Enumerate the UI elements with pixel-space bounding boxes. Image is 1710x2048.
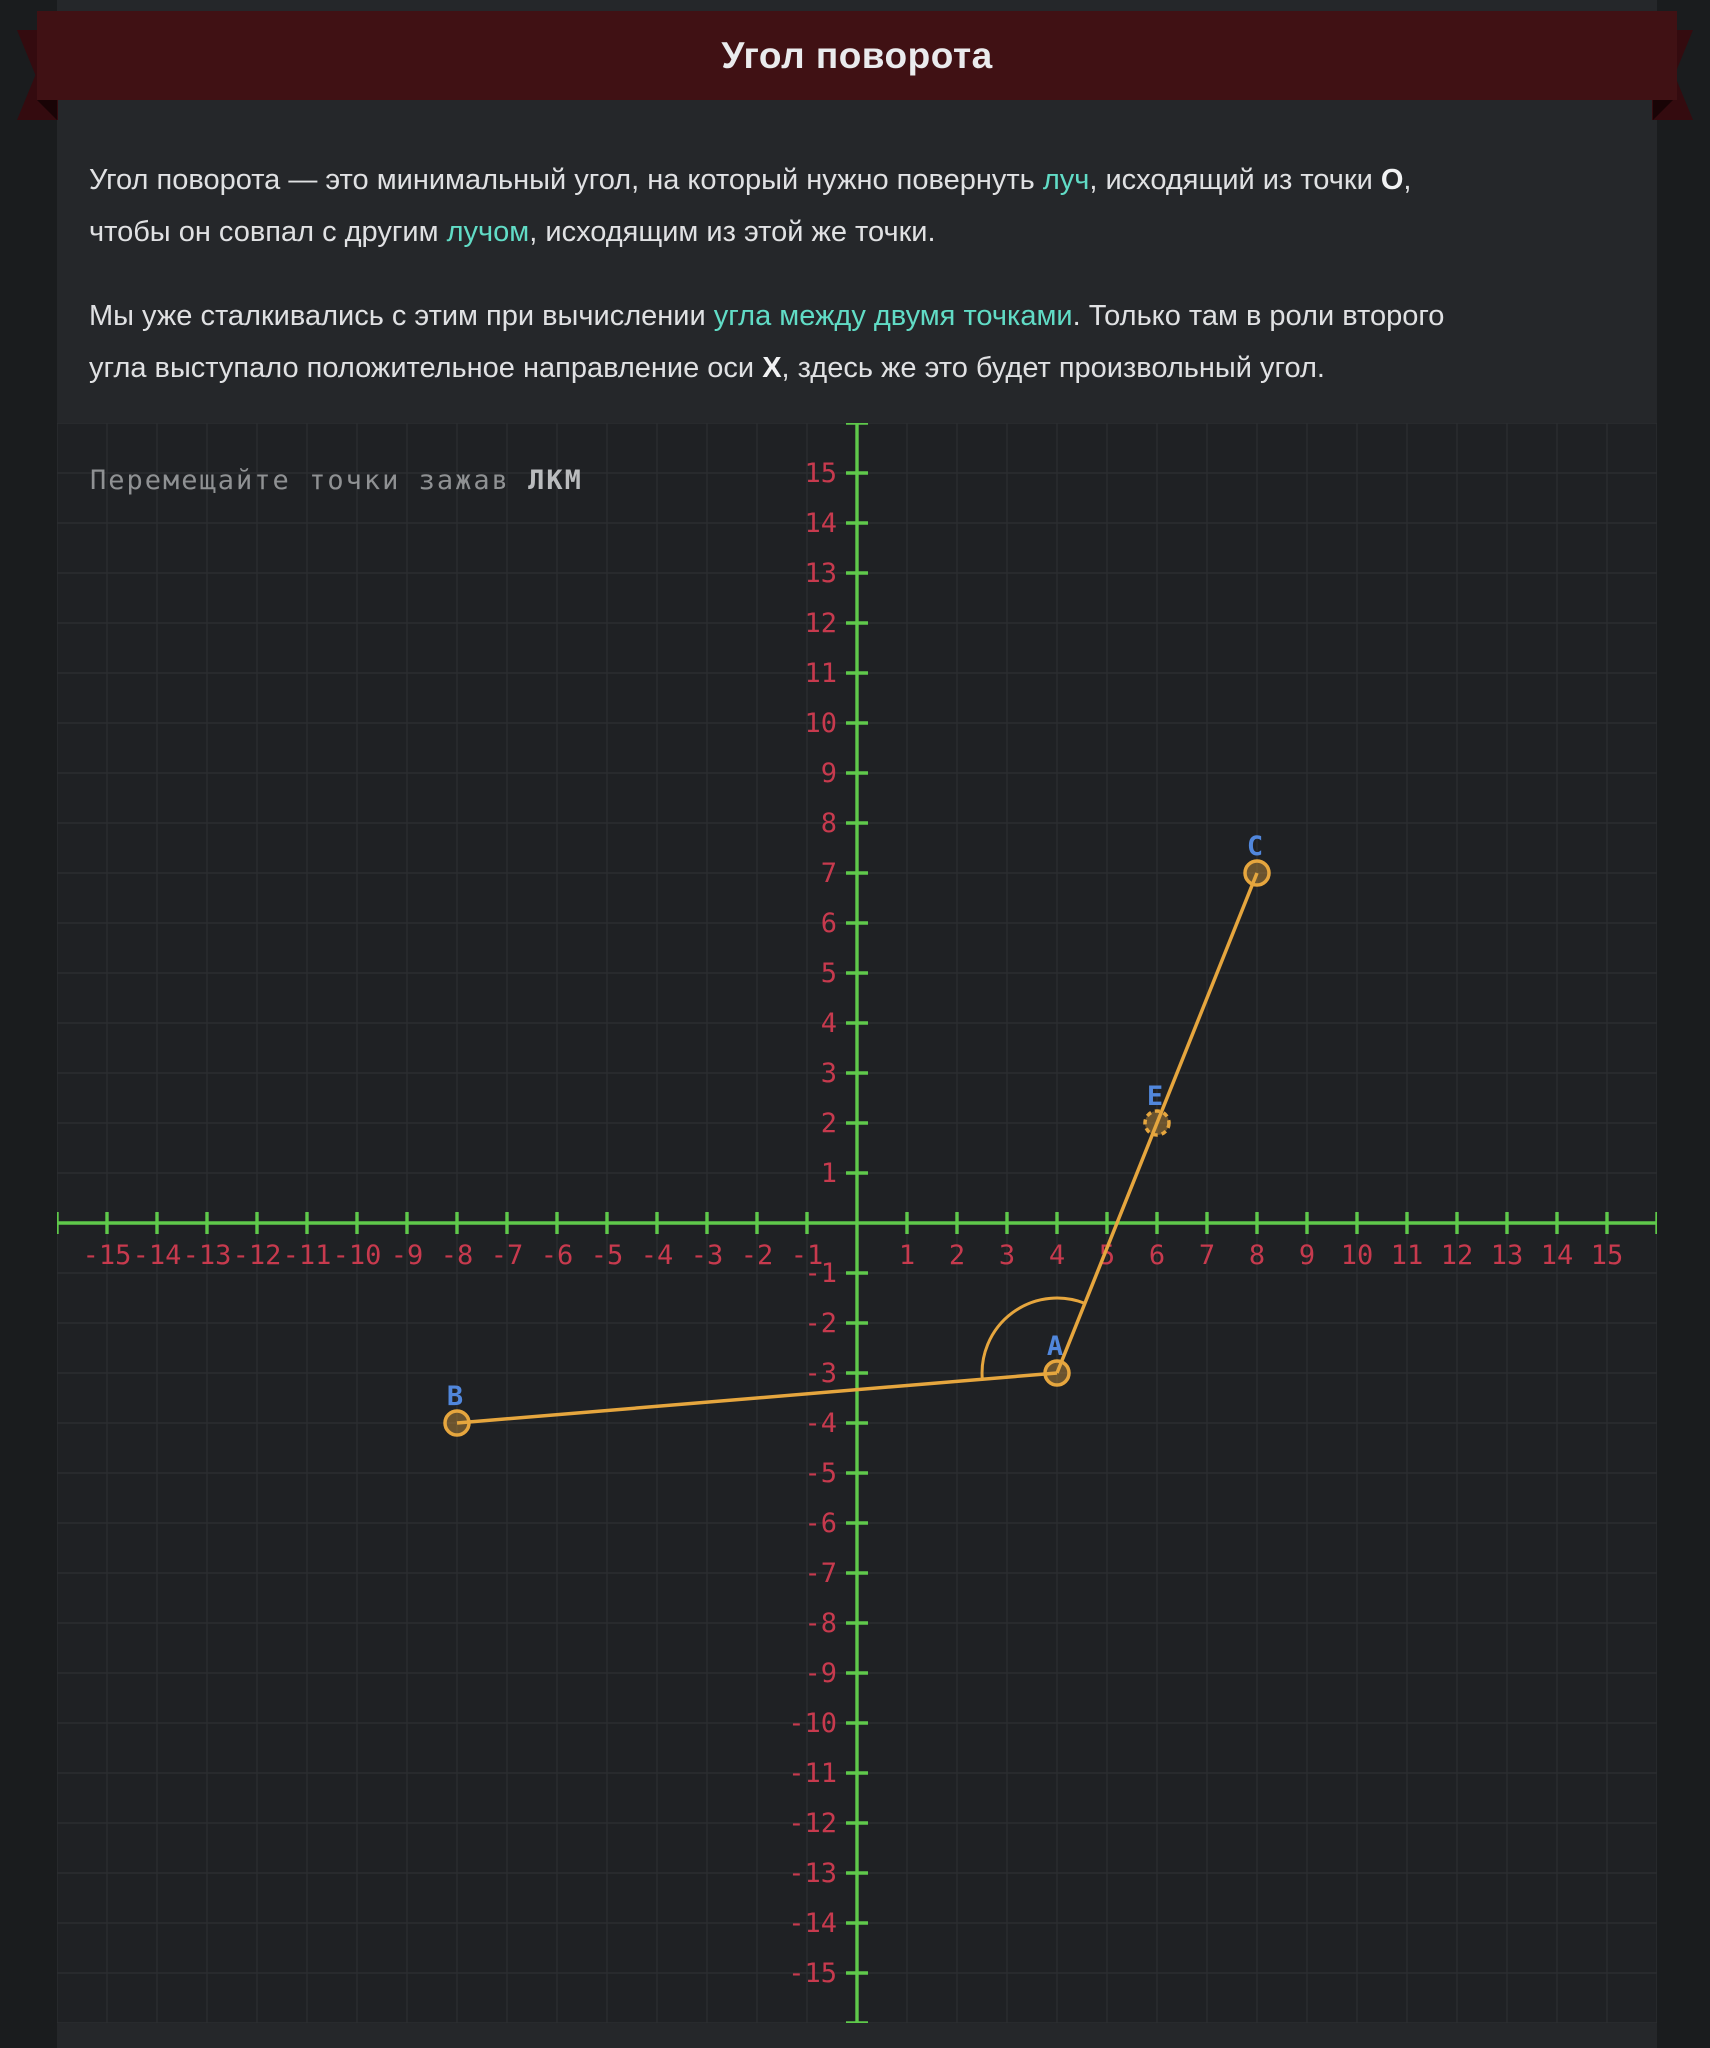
canvas-hint — [90, 465, 583, 496]
y-tick-label: 5 — [820, 958, 837, 989]
y-tick-label: 14 — [804, 508, 837, 539]
point-A[interactable] — [1045, 1361, 1069, 1385]
y-tick-label: -11 — [788, 1758, 837, 1789]
y-tick-label: 15 — [804, 458, 837, 489]
y-tick-label: 9 — [820, 758, 837, 789]
text-line — [89, 342, 1634, 394]
y-tick-label: 13 — [804, 558, 837, 589]
y-tick-label: -9 — [804, 1658, 837, 1689]
plot-svg[interactable] — [57, 423, 1657, 2023]
text-run: чтобы он совпал с другим — [89, 216, 447, 248]
x-tick-label: -6 — [540, 1240, 574, 1271]
x-tick-label: 6 — [1148, 1240, 1166, 1271]
point-B[interactable] — [445, 1411, 469, 1435]
x-tick-label: 1 — [898, 1240, 916, 1271]
page-title: Угол поворота — [721, 35, 993, 76]
text-run: , исходящим из этой же точки. — [529, 216, 936, 248]
point-label-C: C — [1246, 831, 1264, 862]
link-angle-between-two-points[interactable]: угла между двумя точками — [713, 300, 1073, 332]
point-label-B: B — [446, 1381, 464, 1412]
point-label-E: E — [1146, 1081, 1164, 1112]
y-tick-label: 8 — [820, 808, 837, 839]
ribbon-banner — [37, 11, 1677, 100]
text-run: Мы уже сталкивались с этим при вычислении — [89, 300, 714, 332]
intro-paragraph-1 — [89, 154, 1634, 258]
y-tick-label: -12 — [788, 1808, 837, 1839]
text-run: Угол поворота — это минимальный угол, на который нужно повернуть — [89, 164, 1043, 196]
x-tick-label: 13 — [1490, 1240, 1524, 1271]
axis-x-reference: X — [762, 352, 782, 384]
x-tick-label: 7 — [1198, 1240, 1216, 1271]
x-tick-label: -1 — [790, 1240, 824, 1271]
x-tick-label: 9 — [1298, 1240, 1316, 1271]
x-tick-label: -12 — [232, 1240, 282, 1271]
y-tick-label: 1 — [820, 1158, 837, 1189]
point-label-A: A — [1046, 1331, 1064, 1362]
x-tick-label: -14 — [132, 1240, 182, 1271]
intro-text — [89, 154, 1634, 426]
y-tick-label: -8 — [804, 1608, 837, 1639]
y-tick-label: -7 — [804, 1558, 837, 1589]
x-tick-label: 14 — [1540, 1240, 1574, 1271]
y-tick-label: -1 — [804, 1258, 837, 1289]
x-tick-label: -10 — [332, 1240, 382, 1271]
x-tick-label: -13 — [182, 1240, 232, 1271]
text-run: , здесь же это будет произвольный угол. — [781, 352, 1325, 384]
y-tick-label: -6 — [804, 1508, 837, 1539]
y-tick-label: -2 — [804, 1308, 837, 1339]
text-line — [89, 206, 1634, 258]
x-tick-label: -4 — [640, 1240, 674, 1271]
axes — [57, 423, 1657, 2023]
link-ray-2[interactable]: лучом — [446, 216, 530, 248]
x-tick-label: -5 — [590, 1240, 624, 1271]
y-tick-label: 12 — [804, 608, 837, 639]
x-tick-label: 5 — [1098, 1240, 1116, 1271]
text-line — [89, 154, 1634, 206]
x-tick-label: -3 — [690, 1240, 724, 1271]
x-tick-label: 3 — [998, 1240, 1016, 1271]
y-tick-label: 3 — [820, 1058, 837, 1089]
y-tick-label: -15 — [788, 1958, 837, 1989]
x-tick-label: 4 — [1048, 1240, 1066, 1271]
x-tick-label: -15 — [82, 1240, 132, 1271]
text-run: , исходящий из точки — [1089, 164, 1381, 196]
y-tick-label: -13 — [788, 1858, 837, 1889]
y-tick-label: -14 — [788, 1908, 837, 1939]
x-tick-label: -8 — [440, 1240, 474, 1271]
y-tick-label: -4 — [804, 1408, 837, 1439]
intro-paragraph-2 — [89, 290, 1634, 394]
y-tick-label: 10 — [804, 708, 837, 739]
x-tick-label: 12 — [1440, 1240, 1474, 1271]
coordinate-plane-canvas[interactable] — [57, 423, 1657, 2023]
hint-text: Перемещайте точки зажав — [90, 465, 529, 496]
link-ray[interactable]: луч — [1042, 164, 1090, 196]
y-tick-label: 11 — [804, 658, 837, 689]
y-tick-label: 2 — [820, 1108, 837, 1139]
point-E[interactable] — [1145, 1111, 1169, 1135]
y-tick-label: 6 — [820, 908, 837, 939]
y-tick-label: -10 — [788, 1708, 837, 1739]
x-tick-label: -11 — [282, 1240, 332, 1271]
y-tick-label: 7 — [820, 858, 837, 889]
y-tick-label: -5 — [804, 1458, 837, 1489]
x-tick-label: 11 — [1390, 1240, 1424, 1271]
y-tick-label: -3 — [804, 1358, 837, 1389]
point-C[interactable] — [1245, 861, 1269, 885]
x-tick-label: 10 — [1340, 1240, 1374, 1271]
x-tick-label: -9 — [390, 1240, 424, 1271]
x-tick-label: 15 — [1590, 1240, 1624, 1271]
x-tick-label: -2 — [740, 1240, 774, 1271]
x-tick-label: 8 — [1248, 1240, 1266, 1271]
text-run: . Только там в роли второго — [1072, 300, 1445, 332]
text-line — [89, 290, 1634, 342]
x-tick-label: -7 — [490, 1240, 524, 1271]
y-tick-label: 4 — [820, 1008, 837, 1039]
text-run: , — [1403, 164, 1412, 196]
hint-key-label: ЛКМ — [528, 465, 583, 496]
point-O-reference: О — [1380, 164, 1404, 196]
text-run: угла выступало положительное направление оси — [89, 352, 763, 384]
x-tick-label: 2 — [948, 1240, 966, 1271]
